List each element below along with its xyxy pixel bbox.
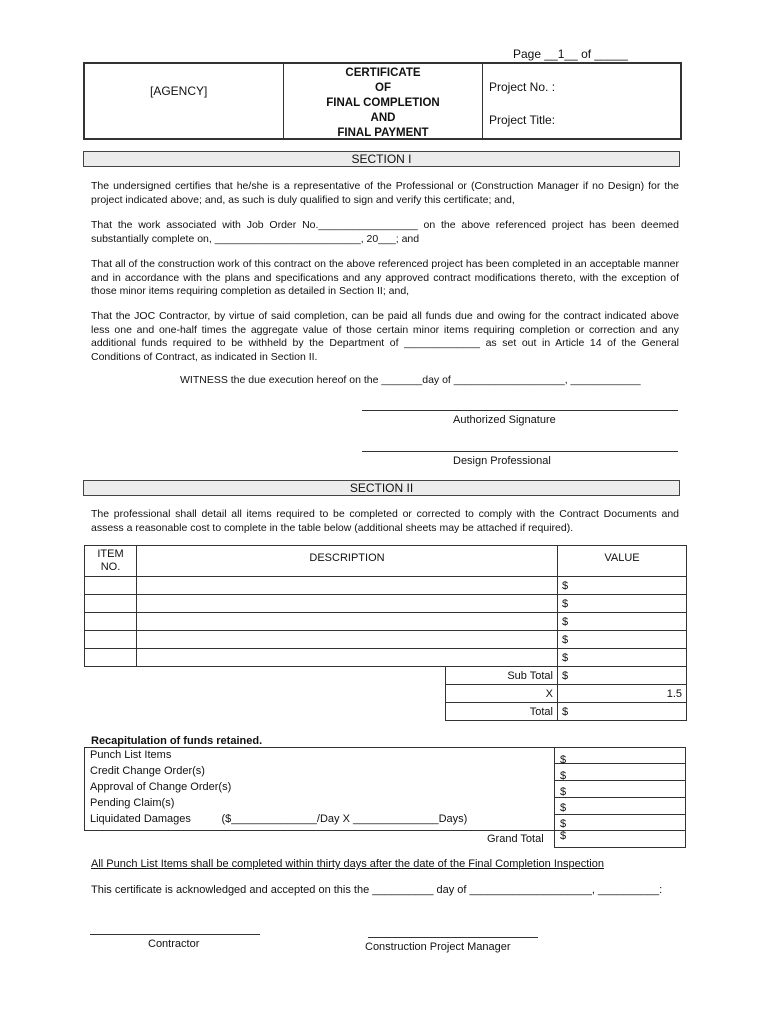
section-1-paragraph-4: That the JOC Contractor, by virtue of said completion, can be paid all funds due and owing for the contract indicated above less one and one-half times the aggregate value of those certain minor items requiring completion or correction and any additional funds required to be withheld by the Department of _____________ as set out in Article 14 of the General Conditions of Contract, as indicated in Section II. <box>91 310 679 363</box>
cert-line: FINAL COMPLETION <box>326 97 440 109</box>
section-1-paragraph-1: The undersigned certifies that he/she is a representative of the Professional or (Construction Manager if no Design) for the project indicated above; and, as such is duly qualified to sign and verify this certificate; and, <box>91 180 679 206</box>
contractor-label: Contractor <box>148 938 200 950</box>
total-value[interactable]: $ <box>558 703 687 721</box>
recap-title: Recapitulation of funds retained. <box>91 735 263 747</box>
total-label: Total <box>446 703 558 721</box>
recap-value[interactable]: $ <box>560 802 567 814</box>
project-no-label: Project No. : <box>489 80 556 94</box>
description-cell[interactable] <box>137 649 558 667</box>
certificate-title <box>284 66 482 141</box>
cpm-signature-line <box>368 937 538 938</box>
contractor-signature-line <box>90 934 260 935</box>
certificate-title-cell <box>284 64 483 138</box>
agency-cell <box>85 64 284 138</box>
item-no-header-text: ITEM NO. <box>97 548 124 573</box>
description-header: DESCRIPTION <box>137 546 558 577</box>
subtotal-row <box>85 667 687 685</box>
table-row <box>85 595 687 613</box>
punch-list-note: All Punch List Items shall be completed within thirty days after the date of the Final Completion Inspection <box>91 858 604 870</box>
value-cell[interactable]: $ <box>558 613 687 631</box>
section-2-header: SECTION II <box>83 480 680 496</box>
cert-line: AND <box>370 112 396 124</box>
value-cell[interactable]: $ <box>558 595 687 613</box>
signature-line-2 <box>362 451 678 452</box>
recap-label: Punch List Items <box>90 749 172 761</box>
section-1-paragraph-3: That all of the construction work of this contract on the above referenced project has been completed in an acceptable manner and in accordance with the plans and specifications and any approved contract modifications thereto, with the exception of those minor items requiring completion as detailed in Section II; and, <box>91 258 679 297</box>
recap-value[interactable]: $ <box>560 770 567 782</box>
header-box <box>83 62 682 140</box>
table-row <box>85 577 687 595</box>
item-no-cell[interactable] <box>85 649 137 667</box>
grand-total-value[interactable]: $ <box>560 830 567 842</box>
value-cell[interactable]: $ <box>558 577 687 595</box>
description-cell[interactable] <box>137 595 558 613</box>
page-number: Page __1__ of _____ <box>513 47 628 61</box>
agency-label: [AGENCY] <box>150 84 208 98</box>
signature-line-1 <box>362 410 678 411</box>
subtotal-value[interactable]: $ <box>558 667 687 685</box>
grand-total-label: Grand Total <box>487 833 544 845</box>
design-professional-label: Design Professional <box>453 455 551 467</box>
recap-value[interactable]: $ <box>560 754 567 766</box>
recap-label: Pending Claim(s) <box>90 797 175 809</box>
description-cell[interactable] <box>137 577 558 595</box>
section-1-paragraph-2: That the work associated with Job Order No._________________ on the above referenced project has been deemed substantially complete on, _________________________, 20___; and <box>91 219 679 245</box>
acknowledgement-line: This certificate is acknowledged and accepted on this the __________ day of ____________________, __________: <box>91 884 663 896</box>
table-row <box>85 631 687 649</box>
description-cell[interactable] <box>137 613 558 631</box>
multiplier-label: X <box>446 685 558 703</box>
table-header-row <box>85 546 687 577</box>
witness-line: WITNESS the due execution hereof on the _______day of ___________________, ____________ <box>180 374 641 386</box>
value-header: VALUE <box>558 546 687 577</box>
item-no-cell[interactable] <box>85 595 137 613</box>
value-cell[interactable]: $ <box>558 631 687 649</box>
cert-line: OF <box>375 82 391 94</box>
subtotal-label: Sub Total <box>446 667 558 685</box>
table-row <box>85 649 687 667</box>
section-2-paragraph: The professional shall detail all items required to be completed or corrected to comply with the Contract Documents and assess a reasonable cost to complete in the table below (additional sheets may be attached if required). <box>91 508 679 534</box>
recap-label: Liquidated Damages ($______________/Day X ______________Days) <box>90 813 468 825</box>
item-no-cell[interactable] <box>85 577 137 595</box>
item-no-cell[interactable] <box>85 631 137 649</box>
item-no-header <box>85 546 137 577</box>
table-row <box>85 613 687 631</box>
grand-total-box <box>554 831 686 848</box>
section-1-header: SECTION I <box>83 151 680 167</box>
authorized-signature-label: Authorized Signature <box>453 414 556 426</box>
recap-label: Approval of Change Order(s) <box>90 781 232 793</box>
recap-value[interactable]: $ <box>560 818 567 830</box>
value-cell[interactable]: $ <box>558 649 687 667</box>
total-row <box>85 703 687 721</box>
items-table <box>84 545 687 721</box>
description-cell[interactable] <box>137 631 558 649</box>
recap-table <box>84 747 686 848</box>
cert-line: CERTIFICATE <box>345 67 421 79</box>
cert-line: FINAL PAYMENT <box>337 127 429 139</box>
project-title-label: Project Title: <box>489 113 556 127</box>
recap-label: Credit Change Order(s) <box>90 765 205 777</box>
recap-value[interactable]: $ <box>560 786 567 798</box>
multiplier-value: 1.5 <box>558 685 687 703</box>
cpm-label: Construction Project Manager <box>365 941 511 953</box>
multiplier-row <box>85 685 687 703</box>
item-no-cell[interactable] <box>85 613 137 631</box>
